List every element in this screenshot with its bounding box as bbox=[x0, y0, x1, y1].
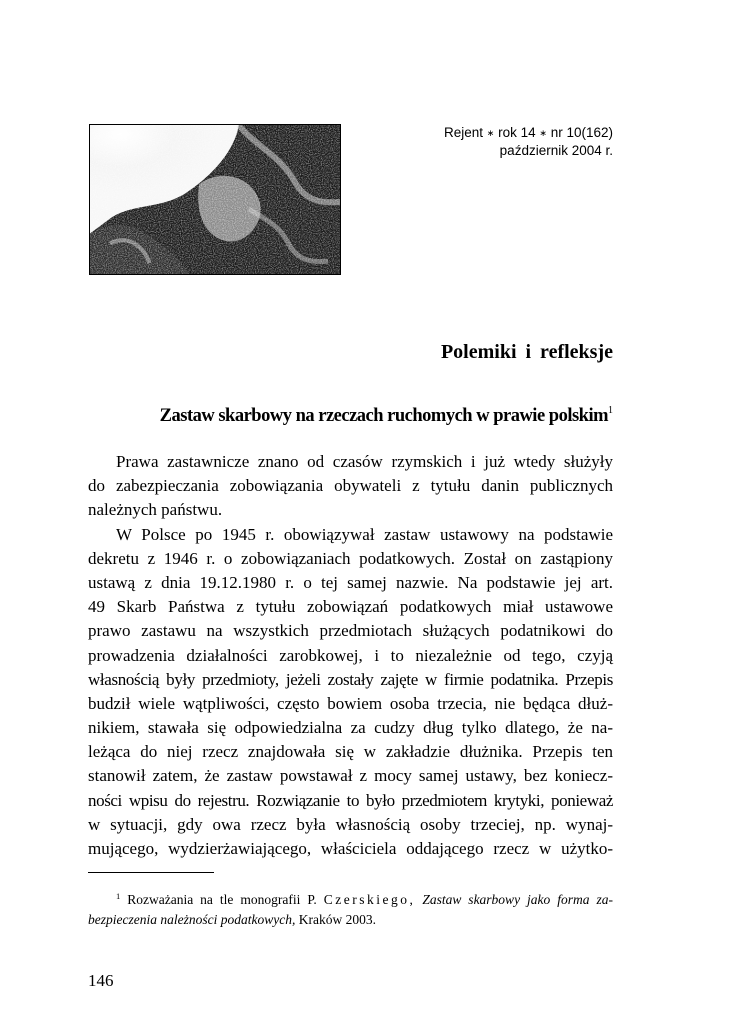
footnote-lead: Rozważania na tle monografii P. bbox=[127, 892, 317, 907]
body-line: nikiem, stawała się odpowiedzialna za cudzy dług tylko dlatego, że na- bbox=[88, 718, 613, 738]
body-line: mującego, wydzierżawiającego, właściciela oddającego rzecz w użytko- bbox=[88, 839, 613, 858]
star-icon: ∗ bbox=[539, 128, 547, 138]
body-line: leżąca do niej rzecz znajdowała się w zakładzie dłużnika. Przepis ten bbox=[88, 742, 613, 762]
footnote-ref[interactable]: 1 bbox=[608, 405, 613, 416]
footnote-line bbox=[88, 886, 613, 910]
engraved-portrait-logo bbox=[89, 124, 341, 275]
footnote-author: Czerskiego, bbox=[323, 892, 416, 907]
body-line: Prawa zastawnicze znano od czasów rzymskich i już wtedy służyły bbox=[116, 452, 613, 471]
footnote-number: 1 bbox=[116, 891, 121, 901]
body-line: prawo zastawu na wszystkich przedmiotach służących podatnikowi do bbox=[88, 621, 613, 641]
article-body bbox=[88, 450, 613, 861]
footnote-divider bbox=[88, 872, 214, 873]
page-number: 146 bbox=[88, 971, 114, 990]
journal-issue: nr 10(162) bbox=[550, 125, 613, 140]
footnote-line bbox=[88, 910, 613, 930]
body-line: dekretu z 1946 r. o zobowiązaniach podatkowych. Został on zastąpiony bbox=[88, 548, 613, 568]
footnote-place-year: Kraków 2003. bbox=[298, 912, 376, 927]
body-line: w sytuacji, gdy owa rzecz była własnością osoby trzeciej, np. wynaj- bbox=[88, 814, 613, 834]
star-icon: ∗ bbox=[486, 128, 495, 138]
body-line: stanowił zatem, że zastaw powstawał z mocy samej ustawy, bez koniecz- bbox=[88, 766, 613, 786]
body-line: prowadzenia działalności zarobkowej, i to niezależnie od tego, czyją bbox=[88, 645, 613, 665]
body-line: należnych państwu. bbox=[88, 500, 223, 520]
article-title bbox=[160, 405, 613, 427]
body-line: budził wiele wątpliwości, często bowiem osoba trzecia, nie będąca dłuż- bbox=[88, 693, 613, 713]
body-line: W Polsce po 1945 r. obowiązywał zastaw ustawowy na podstawie bbox=[116, 524, 613, 544]
body-line: 49 Skarb Państwa z tytułu zobowiązań podatkowych miał ustawowe bbox=[88, 597, 613, 617]
masthead-issue-line bbox=[444, 124, 613, 142]
footnote-title-part1: Zastaw skarbowy jako forma za- bbox=[422, 892, 613, 907]
portrait-engraving-image bbox=[90, 125, 340, 274]
footnote-title-part2: bezpieczenia należności podatkowych, bbox=[88, 912, 296, 927]
footnote bbox=[88, 886, 613, 930]
body-line: ności wpisu do rejestru. Rozwiązanie to było przedmiotem krytyki, ponieważ bbox=[88, 790, 613, 810]
section-title: Polemiki i refleksje bbox=[440, 341, 613, 363]
body-line: ustawą z dnia 19.12.1980 r. o tej samej nazwie. Na podstawie jej art. bbox=[88, 572, 613, 592]
journal-name: Rejent bbox=[443, 125, 484, 140]
body-line: własnością były przedmioty, jeżeli zostały zajęte w firmie podatnika. Przepis bbox=[88, 669, 613, 689]
body-line: do zabezpieczania zobowiązania obywateli z tytułu danin publicznych bbox=[88, 476, 613, 496]
journal-masthead bbox=[444, 124, 613, 160]
journal-year: rok 14 bbox=[498, 125, 536, 140]
article-title-text: Zastaw skarbowy na rzeczach ruchomych w prawie polskim bbox=[159, 406, 608, 426]
masthead-date: październik 2004 r. bbox=[499, 143, 613, 158]
